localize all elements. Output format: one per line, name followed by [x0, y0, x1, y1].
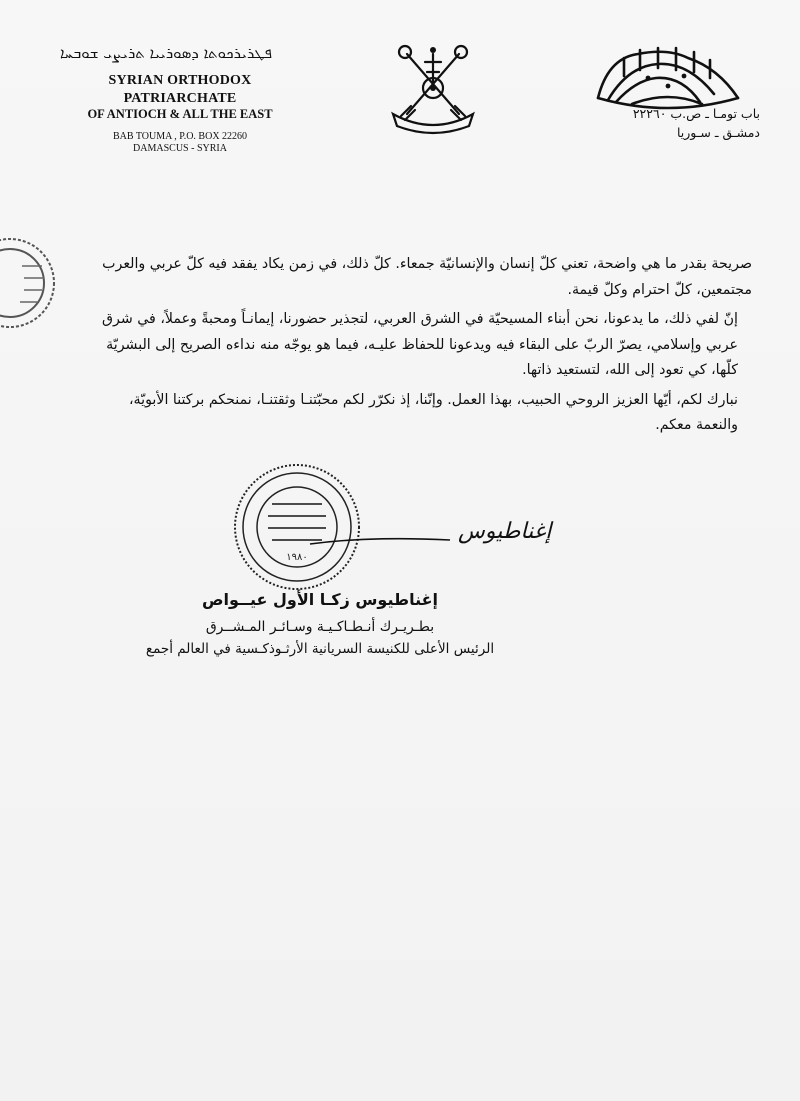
letterhead-title: SYRIAN ORTHODOX PATRIARCHATE	[108, 73, 252, 106]
arabic-address: باب تومـا ـ ص.ب ٢٢٢٦٠	[632, 106, 760, 121]
paragraph-2: إنّ لفي ذلك، ما يدعونا، نحن أبناء المسيحيّة في الشرق العربي، لتجذير حضورنا، إيمانـاً ومحبةً وعملاً، في شرق عربي وإسلامي، يصرّ الربّ على البقاء فيه ويدعونا للحفاظ عليـه، فيما هو يوجّه منه نداءه الصريح إلى البشريّة كلّها، كي تعود إلى الله، لتستعيد ذاتها.	[102, 311, 738, 378]
signatory-title-2: الرئيس الأعلى للكنيسة السريانية الأرثـوذكـسية في العالم أجمع	[145, 641, 495, 657]
signature-block	[130, 590, 510, 657]
english-letterhead	[60, 72, 300, 156]
coat-of-arms-icon	[385, 40, 481, 136]
arabic-city: دمشـق ـ سـوريا	[676, 125, 760, 141]
paragraph-3: نبارك لكم، أيّها العزيز الروحي الحبيب، بهذا العمل. وإنّنا، إذ نكرّر لكم محبّتنـا وثقتنـا، نمنحكم بركتنا الأبويّة، والنعمة معكم.	[128, 391, 738, 433]
letterhead-address: BAB TOUMA , P.O. BOX 22260	[112, 130, 248, 142]
seal-year: ١٩٨٠	[286, 552, 308, 563]
signatory-title-1: بطـريـرك أنـطـاكـيـة وسـائـر المـشــرق	[205, 619, 435, 635]
letter-body	[90, 252, 752, 439]
edge-stamp-icon	[0, 228, 58, 338]
syriac-heading: ܦܛܪܝܪܟܘܬܐ ܕܣܘܪܝܝܐ ܬܪܝܨܝ ܫܘܒܚܐ	[60, 44, 272, 62]
letterhead-subtitle: OF ANTIOCH & ALL THE EAST	[87, 107, 273, 121]
handwritten-signature	[300, 500, 552, 560]
paragraph-1: صريحة بقدر ما هي واضحة، تعني كلّ إنسان والإنسانيّة جمعاء. كلّ ذلك، في زمن يكاد يفقد فيه كلّ عربي والعرب مجتمعين، كلّ احترام وكلّ قيمة.	[102, 256, 752, 298]
signatory-name: إغناطيوس زكـا الأول عيــواص	[201, 590, 439, 609]
signature-script: إغناطيوس	[458, 519, 552, 544]
letterhead-city: DAMASCUS - SYRIA	[133, 143, 227, 155]
arabic-letterhead	[560, 104, 760, 143]
